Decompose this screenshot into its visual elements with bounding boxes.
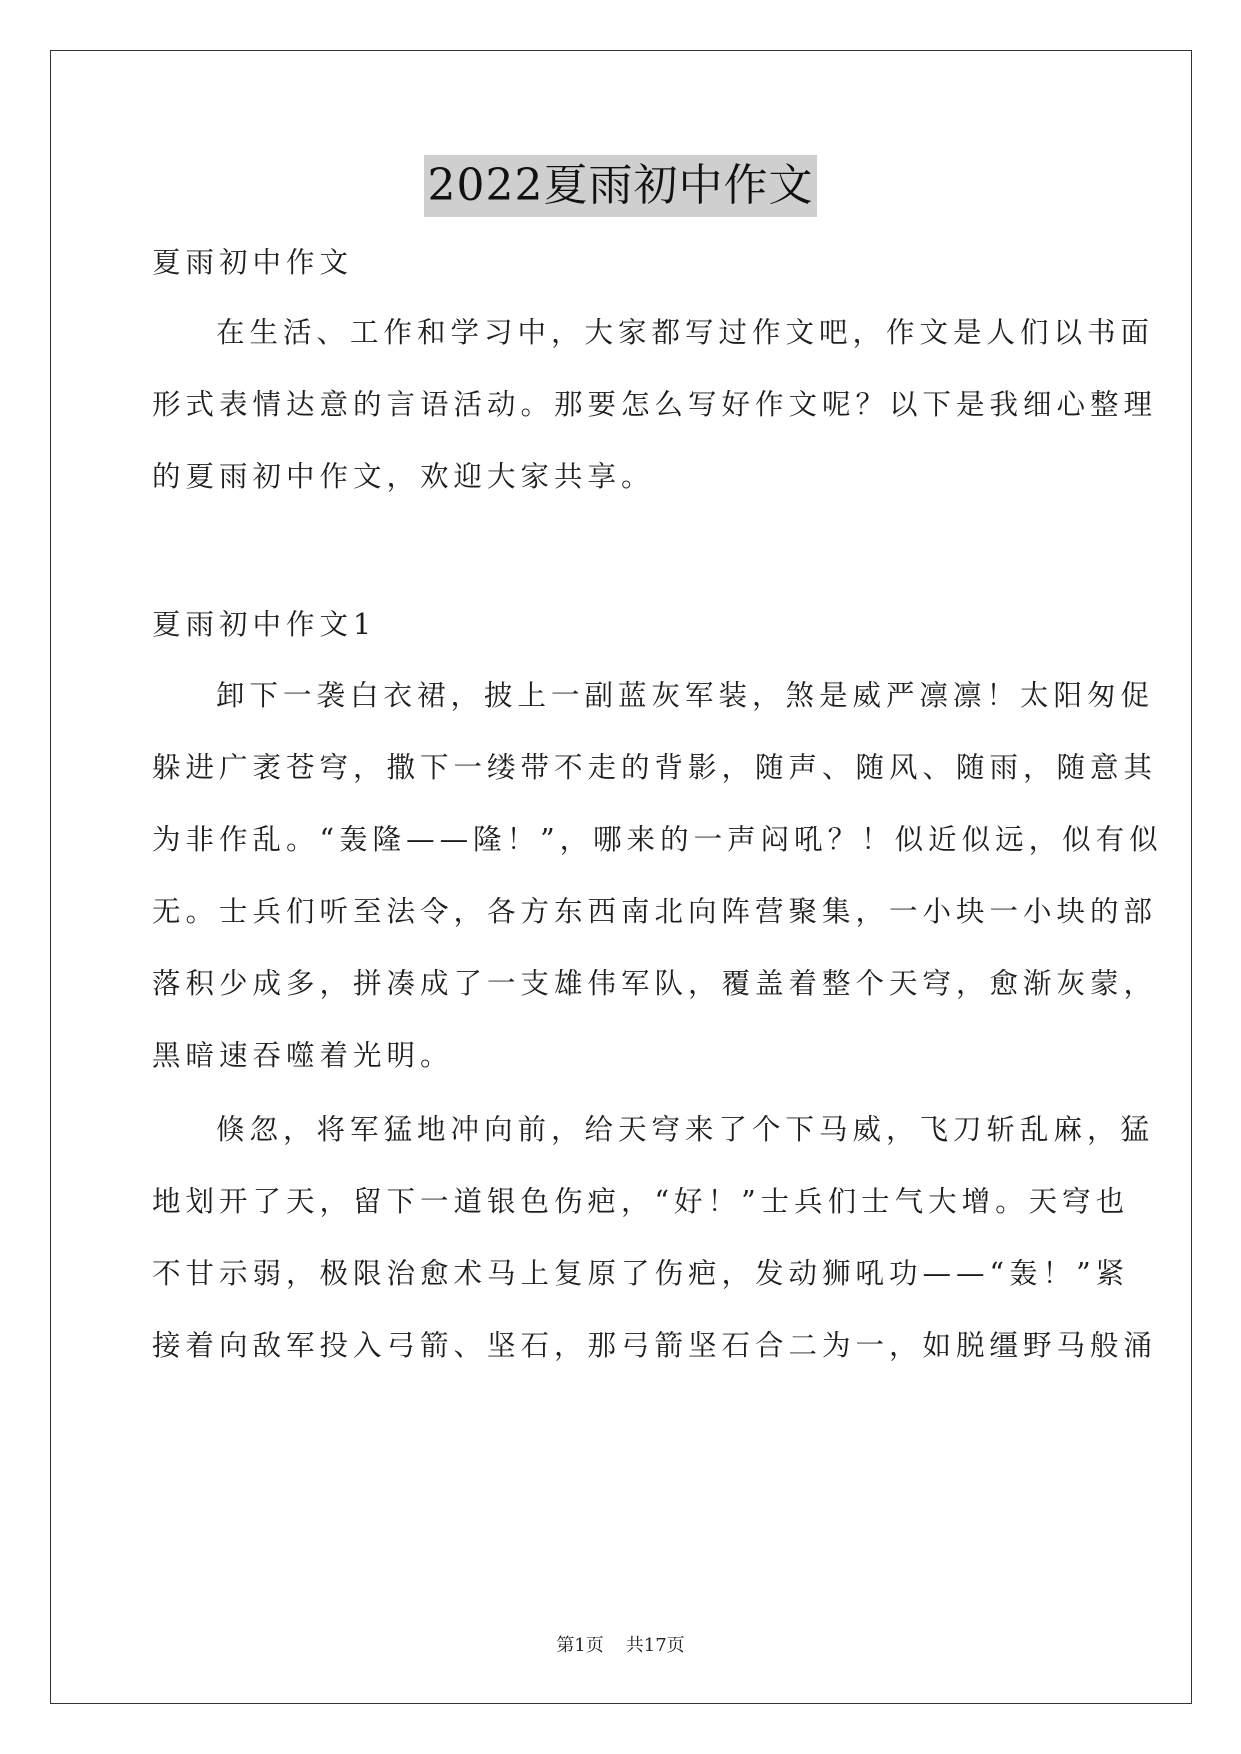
intro-line: 的夏雨初中作文，欢迎大家共享。 [152,460,655,493]
title-container [0,155,1241,217]
subtitle: 夏雨初中作文 [152,246,354,279]
paragraph-line: 落积少成多，拼凑成了一支雄伟军队，覆盖着整个天穹，愈渐灰蒙， [152,967,1158,1000]
paragraph-line: 不甘示弱，极限治愈术马上复原了伤疤，发动狮吼功——“轰！”紧 [152,1257,1130,1290]
intro-line: 形式表情达意的言语活动。那要怎么写好作文呢？以下是我细心整理 [152,388,1158,421]
paragraph-line: 卸下一袭白衣裙，披上一副蓝灰军装，煞是威严凛凛！太阳匆促 [216,679,1155,712]
section-heading: 夏雨初中作文1 [152,608,377,641]
paragraph-line: 地划开了天，留下一道银色伤疤，“好！”士兵们士气大增。天穹也 [152,1185,1130,1218]
intro-line: 在生活、工作和学习中，大家都写过作文吧，作文是人们以书面 [216,316,1155,349]
paragraph-line: 黑暗速吞噬着光明。 [152,1039,454,1072]
page-number-total: 共17页 [625,1635,685,1656]
document-title: 2022夏雨初中作文 [424,155,818,217]
paragraph-line: 为非作乱。“轰隆——隆！”，哪来的一声闷吼？！似近似远，似有似 [152,823,1163,856]
page-border [50,50,1192,1704]
paragraph-line: 倏忽，将军猛地冲向前，给天穹来了个下马威，飞刀斩乱麻，猛 [216,1113,1155,1146]
paragraph-line: 接着向敌军投入弓箭、坚石，那弓箭坚石合二为一，如脱缰野马般涌 [152,1329,1158,1362]
paragraph-line: 无。士兵们听至法令，各方东西南北向阵营聚集，一小块一小块的部 [152,895,1158,928]
page-footer [0,1634,1241,1658]
paragraph-line: 躲进广袤苍穹，撒下一缕带不走的背影，随声、随风、随雨，随意其 [152,751,1158,784]
page-number-current: 第1页 [556,1635,604,1656]
